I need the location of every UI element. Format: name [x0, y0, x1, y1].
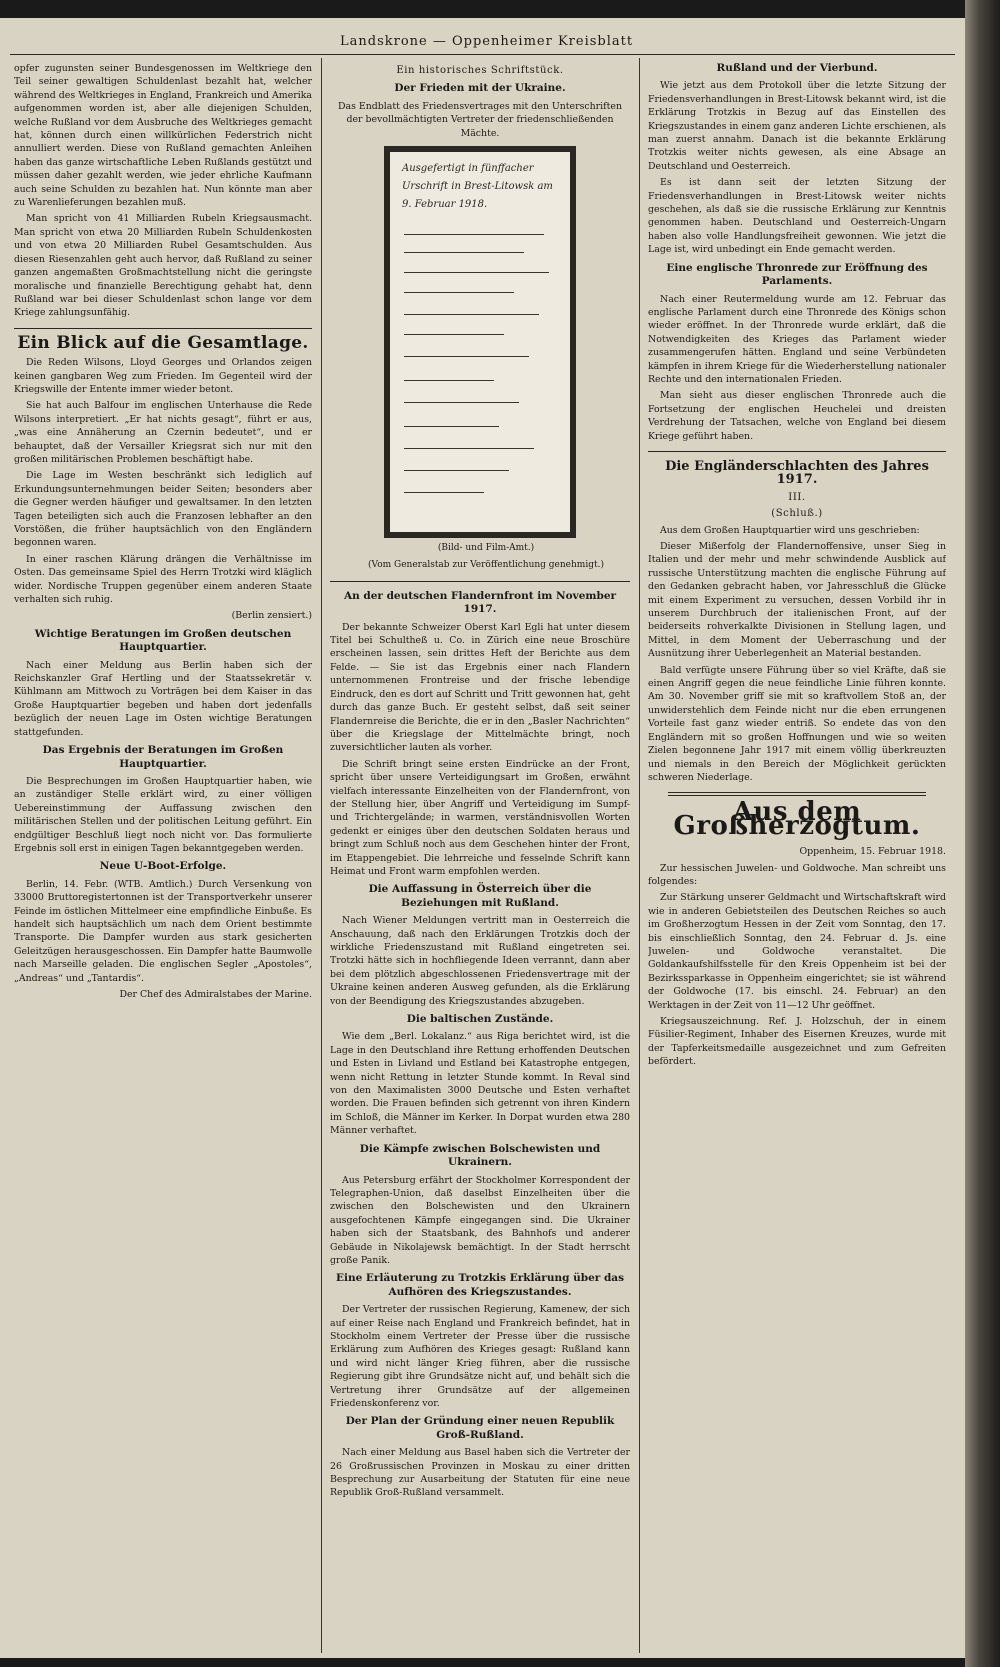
article-paragraph: Wie dem „Berl. Lokalanz.“ aus Riga berichtet wird, ist die Lage in den Deutschland ihre Rettung erhoffenden Deutschen und Esten in Livland und Estland bei Katastrophe entgegen, wenn nicht Rettung in letzter Stunde kommt. In Reval sind von den Maximalisten 3000 Deutsche und Esten verhaftet worden. Die Frauen befinden sich getrennt von ihren Kindern im Schloß, die Männer im Kerker. In Dorpat wurden etwa 280 Männer verhaftet.	[330, 1031, 630, 1137]
article-title: Neue U-Boot-Erfolge.	[99, 860, 227, 873]
article-paragraph: Der bekannte Schweizer Oberst Karl Egli hat unter diesem Titel bei Schultheß u. Co. in Zürich eine neue Broschüre erscheinen lassen, sein drittes Heft der Berichte aus dem Felde. — Sie ist das Ergebnis einer nach Flandern unternommenen Frontreise und der frische lebendige Eindruck, den es dort auf Schritt und Tritt gewonnen hat, geht durch das ganze Buch. Er gesteht selbst, daß seit seiner Flandernreise die Berichte, die er in den „Basler Nachrichten“ über die Kriegslage der Mittelmächte bringt, noch zuversichtlicher lauten als vorher.	[330, 621, 630, 754]
article-title: Ein Blick auf die Gesamtlage.	[17, 332, 309, 353]
article-title: Wichtige Beratungen im Großen deutschen Hauptquartier.	[34, 627, 292, 654]
treaty-signature-image	[384, 146, 576, 538]
column-rule-1	[321, 58, 322, 1653]
section-title: Aus dem Großherzogtum.	[673, 797, 921, 841]
article-title: Das Ergebnis der Beratungen im Großen Hauptquartier.	[42, 744, 284, 770]
signature-mark	[404, 402, 519, 403]
article-paragraph: Zur hessischen Juwelen- und Goldwoche. Man schreibt uns folgendes:	[648, 862, 946, 887]
article-title: Eine Erläuterung zu Trotzkis Erklärung über das Aufhören des Kriegszustandes.	[335, 1272, 625, 1298]
image-credit: (Vom Generalstab zur Veröffentlichung genehmigt.)	[368, 560, 604, 571]
article-paragraph: Nach Wiener Meldungen vertritt man in Oesterreich die Anschauung, daß nach den Erklärungen Trotzkis doch der wirkliche Friedenszustand mit Rußland eingetreten sei. Trotzki hätte sich in hochfliegende Ideen verrannt, dann aber bei dem plötzlich abgeschlossenen Friedensvertrage mit der Ukraine keinen anderen Ausweg gefunden, als die Erklärung von der Beendigung des Kriegszustandes abzugeben.	[330, 915, 630, 1007]
article-paragraph: Man spricht von 41 Milliarden Rubeln Kriegsausmacht. Man spricht von etwa 20 Milliarden Rubeln Schuldenkosten und von etwa 20 Milliarden Rubel Gesamtschulden. Aus diesen Riesenzahlen geht auch hervor, daß Rußland zu seiner ganzen angemaßten Großmachtstellung nicht die geringste moralische und finanzielle Berechtigung gehabt hat, denn Rußland war bei dieser Schuldenlast schon lange vor dem Kriege zahlungsunfähig.	[14, 213, 312, 319]
article-part-note: (Schluß.)	[771, 508, 823, 520]
signature-mark	[404, 252, 524, 253]
article-paragraph: Bald verfügte unsere Führung über so viel Kräfte, daß sie einen Angriff gegen die neue feindliche Linie führen konnte. Am 30. November griff sie mit so kraftvollem Stoß an, der unwiderstehlich dem Feinde nicht nur die eben errungenen Vorteile fast ganz wieder entriß. So endete das von den Engländern mit so großen Hoffnungen und wie so weiten Zielen begonnene Jahr 1917 mit einem völlig überkreuzten und niemals in den Bereich der Möglichkeit gerückten schweren Niederlage.	[648, 664, 946, 783]
article-paragraph: Wie jetzt aus dem Protokoll über die letzte Sitzung der Friedensverhandlungen in Brest-Litowsk bekannt wird, ist die Erklärung Trotzkis in Bezug auf das Einstellen des Kriegszustandes in einem ganz anderen Lichte erschienen, als man zuerst annahm. Danach ist die bekannte Erklärung Trotzkis weiter nichts gewesen, als eine Absage an Deutschland und Oesterreich.	[648, 80, 946, 172]
article-signoff: Der Chef des Admiralstabes der Marine.	[119, 989, 312, 1000]
article-paragraph: Der Vertreter der russischen Regierung, Kamenew, der sich auf einer Reise nach England und Frankreich befindet, hat in Stockholm einem Vertreter der Presse über die russische Erklärung zum Aufhören des Krieges gesagt: Rußland kann und wird nicht länger Krieg führen, aber die russische Regierung gibt ihre Grundsätze nicht auf, und behält sich die Vertretung ihrer Grundsätze auf der allgemeinen Friedenskonferenz vor.	[330, 1304, 630, 1409]
signature-mark	[404, 334, 504, 335]
column-middle	[330, 62, 630, 1652]
censor-note: (Berlin zensiert.)	[231, 610, 312, 622]
column-left	[14, 62, 312, 1652]
article-kicker: Ein historisches Schriftstück.	[396, 65, 564, 76]
article-paragraph: In einer raschen Klärung drängen die Verhältnisse im Osten. Das gemeinsame Spiel des Herrn Trotzki wird kläglich wider. Nordische Truppen gegenüber einem anderen Staate verhalten sich ruhig.	[14, 553, 312, 606]
signature-mark	[404, 426, 499, 427]
article-paragraph: Sie hat auch Balfour im englischen Unterhause die Rede Wilsons interpretiert. „Er hat nichts gesagt“, führt er aus, „was eine Annäherung an Czernin bedeutet“, und er behauptet, daß der Versailler Kriegsrat sich nur mit den großen militärischen Problemen beschäftigt habe.	[14, 400, 312, 465]
signature-mark	[404, 470, 509, 471]
article-paragraph: Die Besprechungen im Großen Hauptquartier haben, wie an zuständiger Stelle erklärt wird, zu einer völligen Uebereinstimmung der Auffassung zwischen den militärischen Stellen und der politischen Leitung geführt. Ein endgültiger Beschluß liegt noch nicht vor. Das formulierte Ergebnis soll erst in einigen Tagen bekanntgegeben werden.	[14, 775, 312, 854]
article-paragraph: Aus dem Großen Hauptquartier wird uns geschrieben:	[660, 524, 920, 536]
article-paragraph: Kriegsauszeichnung. Ref. J. Holzschuh, der in einem Füsilier-Regiment, Inhaber des Eisernen Kreuzes, wurde mit der Tapferkeitsmedaille ausgezeichnet und zum Gefreiten befördert.	[648, 1016, 946, 1068]
article-title: Der Frieden mit der Ukraine.	[394, 82, 566, 95]
signature-mark	[404, 448, 534, 449]
article-title: An der deutschen Flandernfront im November 1917.	[343, 589, 617, 616]
article-title: Der Plan der Gründung einer neuen Republik Groß-Rußland.	[345, 1415, 615, 1441]
article-paragraph: Dieser Mißerfolg der Flandernoffensive, unser Sieg in Italien und der mehr und mehr schwindende Ausblick auf russische Unterstützung machten die englische Führung auf den Gedanken gebracht haben, vor Jahresschluß die Glücke mit einem Experiment zu versuchen, dessen Vorbild ihr in unserem Durchbruch der italienischen Front, auf der beiderseits rohverkalkte Divisionen in Stellung lagen, und Mittel, in dem Moment der Ueberraschung und der Ausnützung ihrer Ueberlegenheit an Material bestanden.	[648, 541, 946, 660]
page-curl-shadow	[965, 0, 1000, 1667]
image-caption: (Bild- und Film-Amt.)	[437, 543, 535, 554]
article-paragraph: Nach einer Meldung aus Berlin haben sich der Reichskanzler Graf Hertling und der Staatssekretär v. Kühlmann am Mittwoch zu Vorträgen bei dem Kaiser in das Große Hauptquartier begeben und haben dort jedenfalls bezüglich der neuen Lage im Osten wichtige Beratungen stattgefunden.	[14, 659, 312, 738]
article-title: Die Engländerschlachten des Jahres 1917.	[665, 458, 929, 488]
signature-mark	[404, 234, 544, 235]
section-divider	[668, 792, 926, 796]
article-paragraph: Die Schrift bringt seine ersten Eindrücke an der Front, spricht über unsere Verteidigungsart im Großen, erwähnt vielfach interessante Einzelheiten von der Flandernfront, von der Stellung hier, über Angriff und Verteidigung im Sumpf- und Trichtergelände; in warmen, verständnisvollen Worten gedenkt er einiges über den deutschen Soldaten heraus und bringt zum Schluß noch aus dem Geschehen hinter der Front, im Etappengebiet. Die lehrreiche und fesselnde Schrift kann Heimat und Front warm empfohlen werden.	[330, 758, 630, 877]
dateline: Oppenheim, 15. Februar 1918.	[799, 846, 946, 858]
column-right	[648, 62, 946, 1652]
article-part: III.	[788, 491, 806, 503]
handwritten-line: Ausgefertigt in fünffacher	[402, 163, 534, 175]
article-paragraph: Aus Petersburg erfährt der Stockholmer Korrespondent der Telegraphen-Union, daß daselbst Einzelheiten über die zwischen den Bolschewisten und den Ukrainern ausgefochtenen Kämpfe eingegangen sind. Die Ukrainer haben sich der Staatsbank, des Bahnhofs und anderer Gebäude in Nikolajewsk bemächtigt. In der Stadt herrscht große Panik.	[330, 1174, 630, 1266]
signature-mark	[404, 492, 484, 493]
article-intro: Das Endblatt des Friedensvertrages mit den Unterschriften der bevollmächtigten Vertreter der friedenschließenden Mächte.	[337, 100, 622, 139]
article-title: Die baltischen Zustände.	[406, 1013, 554, 1026]
handwritten-line: Urschrift in Brest-Litowsk am	[402, 181, 553, 193]
article-paragraph: Berlin, 14. Febr. (WTB. Amtlich.) Durch Versenkung von 33000 Bruttoregistertonnen ist der Transportverkehr unserer Feinde im östlichen Mittelmeer eine empfindliche Einbuße. Es handelt sich hauptsächlich um nach dem Orient bestimmte Transporte. Die Dampfer wurden aus stark gesicherten Geleitzügen herausgeschossen. Ein Dampfer hatte Baumwolle nach Marseille geladen. Die englischen Segler „Apostoles“, „Andreas“ und „Tantardis“.	[14, 878, 312, 984]
newspaper-page	[0, 18, 965, 1658]
article-paragraph: Zur Stärkung unserer Geldmacht und Wirtschaftskraft wird wie in anderen Gebietsteilen des Deutschen Reiches so auch im Großherzogtum Hessen in der Zeit vom Sonntag, den 17. bis einschließlich Sonntag, den 24. Februar d. Js. eine Juwelen- und Goldwoche veranstaltet. Die Goldankaufshilfsstelle für den Kreis Oppenheim ist bei der Bezirkssparkasse in Oppenheim eingerichtet; sie ist während der Goldwoche (17. bis einschl. 24. Februar) an den Werktagen in der Zeit von 11—12 Uhr geöffnet.	[648, 892, 946, 1011]
article-paragraph: Die Reden Wilsons, Lloyd Georges und Orlandos zeigen keinen gangbaren Weg zum Frieden. Im Gegenteil wird der Kriegswille der Entente immer wieder betont.	[14, 357, 312, 395]
article-title: Die Auffassung in Österreich über die Beziehungen mit Rußland.	[368, 883, 592, 909]
article-paragraph: opfer zugunsten seiner Bundesgenossen im Weltkriege den Teil seiner gewaltigen Schuldenlast bezahlt hat, welcher während des Weltkrieges in England, Frankreich und Amerika aufgenommen worden ist, aber alle diejenigen Schulden, welche Rußland vor dem Ausbruche des Weltkrieges gemacht hat, können durch einen willkürlichen Federstrich nicht annulliert werden. Diese von Rußland gemachten Anleihen haben das ganze wirtschaftliche Leben Rußlands gestützt und müssen daher gezahlt werden, wie jeder ehrliche Kaufmann auch seine Schulden zu bezahlen hat. Nun könnte man aber zu Warenlieferungen bezahlen muß.	[14, 63, 312, 209]
article-paragraph: Es ist dann seit der letzten Sitzung der Friedensverhandlungen in Brest-Litowsk weiter nichts geschehen, als daß sie die russische Erklärung zur Kenntnis genommen haben. Deutschland und Oesterreich-Ungarn haben also volle Handlungsfreiheit gewonnen. Wie jetzt die Lage ist, wird unbedingt ein Ende gemacht werden.	[648, 177, 946, 256]
signature-mark	[404, 292, 514, 293]
column-rule-2	[639, 58, 640, 1653]
section-divider	[14, 328, 312, 329]
article-paragraph: Die Lage im Westen beschränkt sich lediglich auf Erkundungsunternehmungen beider Seiten; besonders aber die Gegner werden häufiger und gewaltsamer. In den letzten Tagen beteiligten sich auch die Franzosen lebhafter an den Vorstößen, die früher hauptsächlich von den Engländern begonnen waren.	[14, 470, 312, 549]
signature-mark	[404, 272, 549, 273]
article-title: Eine englische Thronrede zur Eröffnung des Parlaments.	[666, 261, 928, 288]
article-paragraph: Man sieht aus dieser englischen Thronrede auch die Fortsetzung der englischen Heuchelei und dreisten Verdrehung der Tatsachen, welche von England bei diesem Kriege geführt haben.	[648, 390, 946, 442]
running-head: Landskrone — Oppenheimer Kreisblatt	[340, 34, 634, 49]
signature-mark	[404, 314, 539, 315]
section-divider	[330, 581, 630, 582]
section-divider	[648, 451, 946, 452]
article-paragraph: Nach einer Meldung aus Basel haben sich die Vertreter der 26 Großrussischen Provinzen in Moskau zu einer dritten Besprechung zur Ausarbeitung der Statuten für eine neue Republik Groß-Rußland versammelt.	[330, 1447, 630, 1499]
signature-mark	[404, 380, 494, 381]
masthead	[10, 32, 955, 55]
handwritten-line: 9. Februar 1918.	[402, 199, 488, 211]
column-headline: Rußland und der Vierbund.	[716, 62, 878, 74]
signature-mark	[404, 356, 529, 357]
article-paragraph: Nach einer Reutermeldung wurde am 12. Februar das englische Parlament durch eine Thronrede des Königs schon wieder eröffnet. In der Thronrede wurde erklärt, daß die Notwendigkeiten des Krieges das Parlament wieder zusammengerufen hätten. England und seine Verbündeten kämpfen in ihrem Kriege für die Wiederherstellung nationaler Rechte und den internationalen Frieden.	[648, 293, 946, 385]
article-title: Die Kämpfe zwischen Bolschewisten und Ukrainern.	[359, 1142, 601, 1169]
